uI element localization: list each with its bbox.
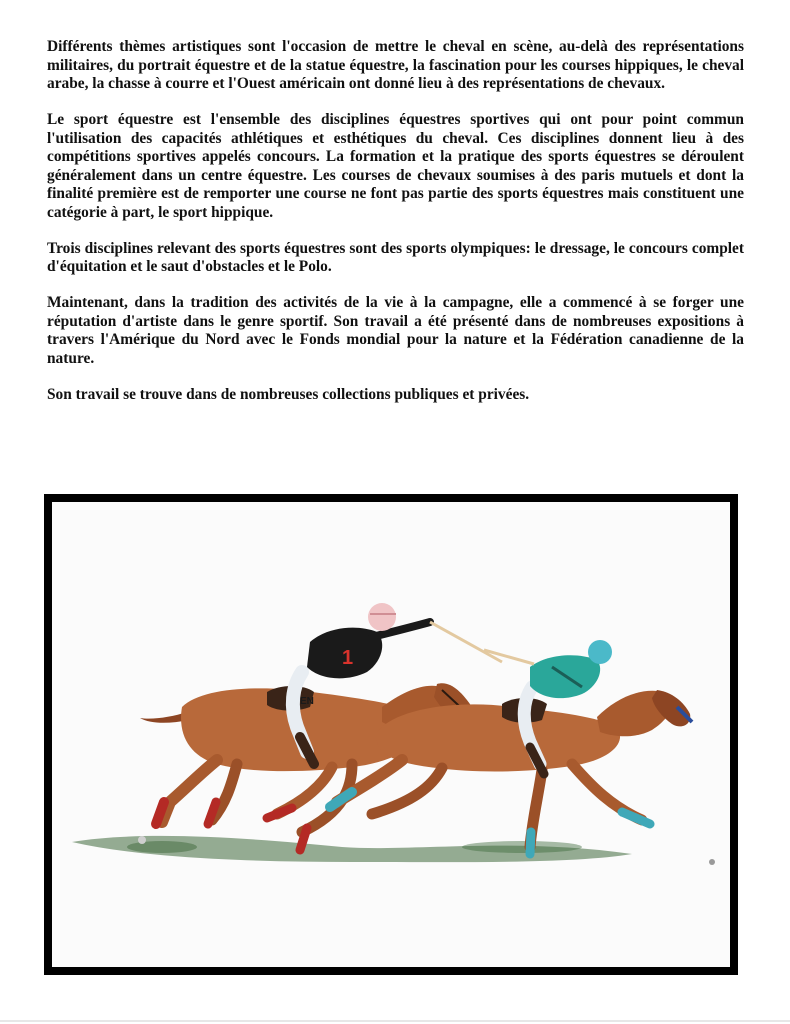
painting-frame xyxy=(44,494,738,975)
jersey-number: 1 xyxy=(342,647,354,669)
paragraph-collections: Son travail se trouve dans de nombreuses collections publiques et privées. xyxy=(47,385,530,403)
paragraph-equestrian-sport: Le sport équestre est l'ensemble des disciplines équestres sportives qui ont pour point commun l'utilisation des capacités athlétiques et esthétiques du cheval. Ces disciplines donnent lieu à des compétitions sportives appelés concours. La formation et la pratique des sports équestres se déroulent généralement dans un centre équestre. Les courses de chevaux soumises à des paris mutuels et dont la finalité première est de remporter une course ne font pas partie des sports équestres mais constituent une catégorie à part, le sport hippique. xyxy=(47,111,744,221)
jersey-text: EN xyxy=(300,696,314,707)
page-edge-line xyxy=(0,1020,790,1022)
paragraph-artist-reputation: Maintenant, dans la tradition des activités de la vie à la campagne, elle a commencé à se forger une réputation d'artiste dans le genre sportif. Son travail a été présenté dans de nombreuses expositions à travers l'Amérique du Nord avec le Fonds mondial pour la nature et la Fédération canadienne de la nature. xyxy=(47,294,744,367)
rear-horse xyxy=(140,683,474,850)
article-text xyxy=(47,38,744,422)
paragraph-olympic-disciplines: Trois disciplines relevant des sports équestres sont des sports olympiques: le dressage, le concours complet d'équitation et le saut d'obstacles et le Polo. xyxy=(47,239,744,275)
ground-shadow xyxy=(72,836,632,862)
polo-painting xyxy=(52,502,730,967)
paragraph-artistic-themes: Différents thèmes artistiques sont l'occasion de mettre le cheval en scène, au-delà des représentations militaires, du portrait équestre et de la statue équestre, la fascination pour les courses hippiques, le cheval arabe, la chasse à courre et l'Ouest américain ont donné lieu à des représentations de chevaux. xyxy=(47,38,744,92)
